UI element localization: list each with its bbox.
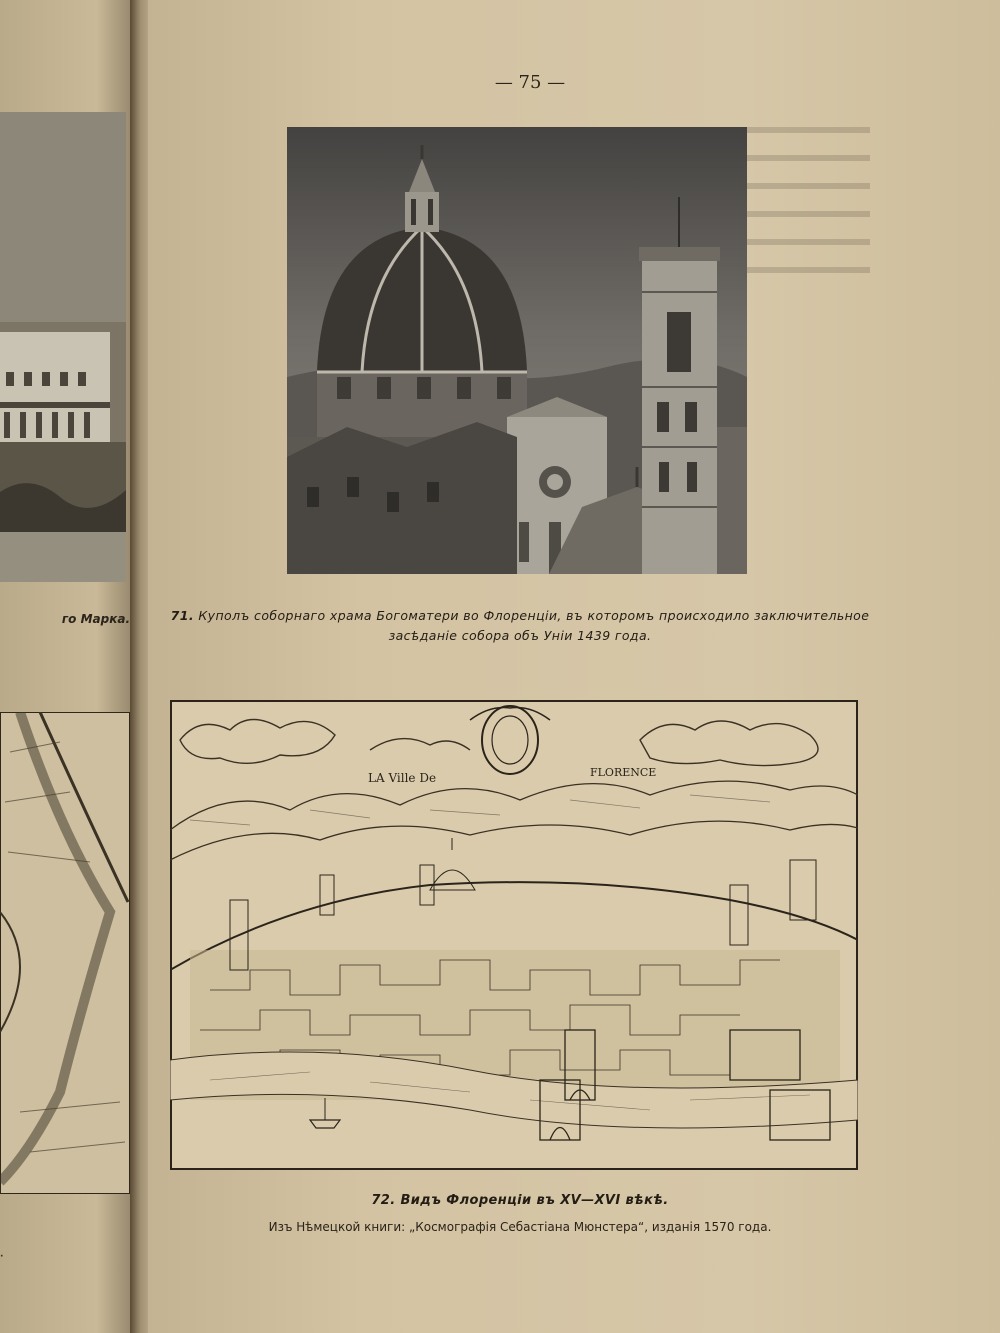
figure-72-subcaption: Изъ Нѣмецкой книги: „Космографія Себастіана Мюнстера“, изданія 1570 года. (268, 1220, 772, 1234)
left-page-footnote-fragment: · (0, 1252, 4, 1262)
figure-71-caption-line1: Куполъ соборнаго храма Богоматери во Флоренціи, въ которомъ происходило заключительное (198, 608, 870, 623)
left-figure-caption-fragment: го Марка. (61, 612, 130, 626)
engraving-label-left: LA Ville De (368, 771, 437, 785)
florence-engraving (170, 700, 858, 1170)
cathedral-dome-photo (287, 127, 747, 574)
page-number: — 75 — (494, 72, 566, 93)
figure-71-caption-line2: засѣданіе собора объ Уніи 1439 года. (388, 628, 652, 643)
venice-photo-fragment (0, 112, 126, 582)
engraving-label-right: FLORENCE (590, 766, 657, 779)
figure-71-number: 71. (170, 608, 194, 623)
left-page (0, 0, 138, 1333)
figure-71-caption (160, 606, 880, 646)
map-engraving-fragment (0, 712, 130, 1194)
figure-72-caption: 72. Видъ Флоренціи въ XV—XVI вѣкѣ. (371, 1193, 669, 1208)
